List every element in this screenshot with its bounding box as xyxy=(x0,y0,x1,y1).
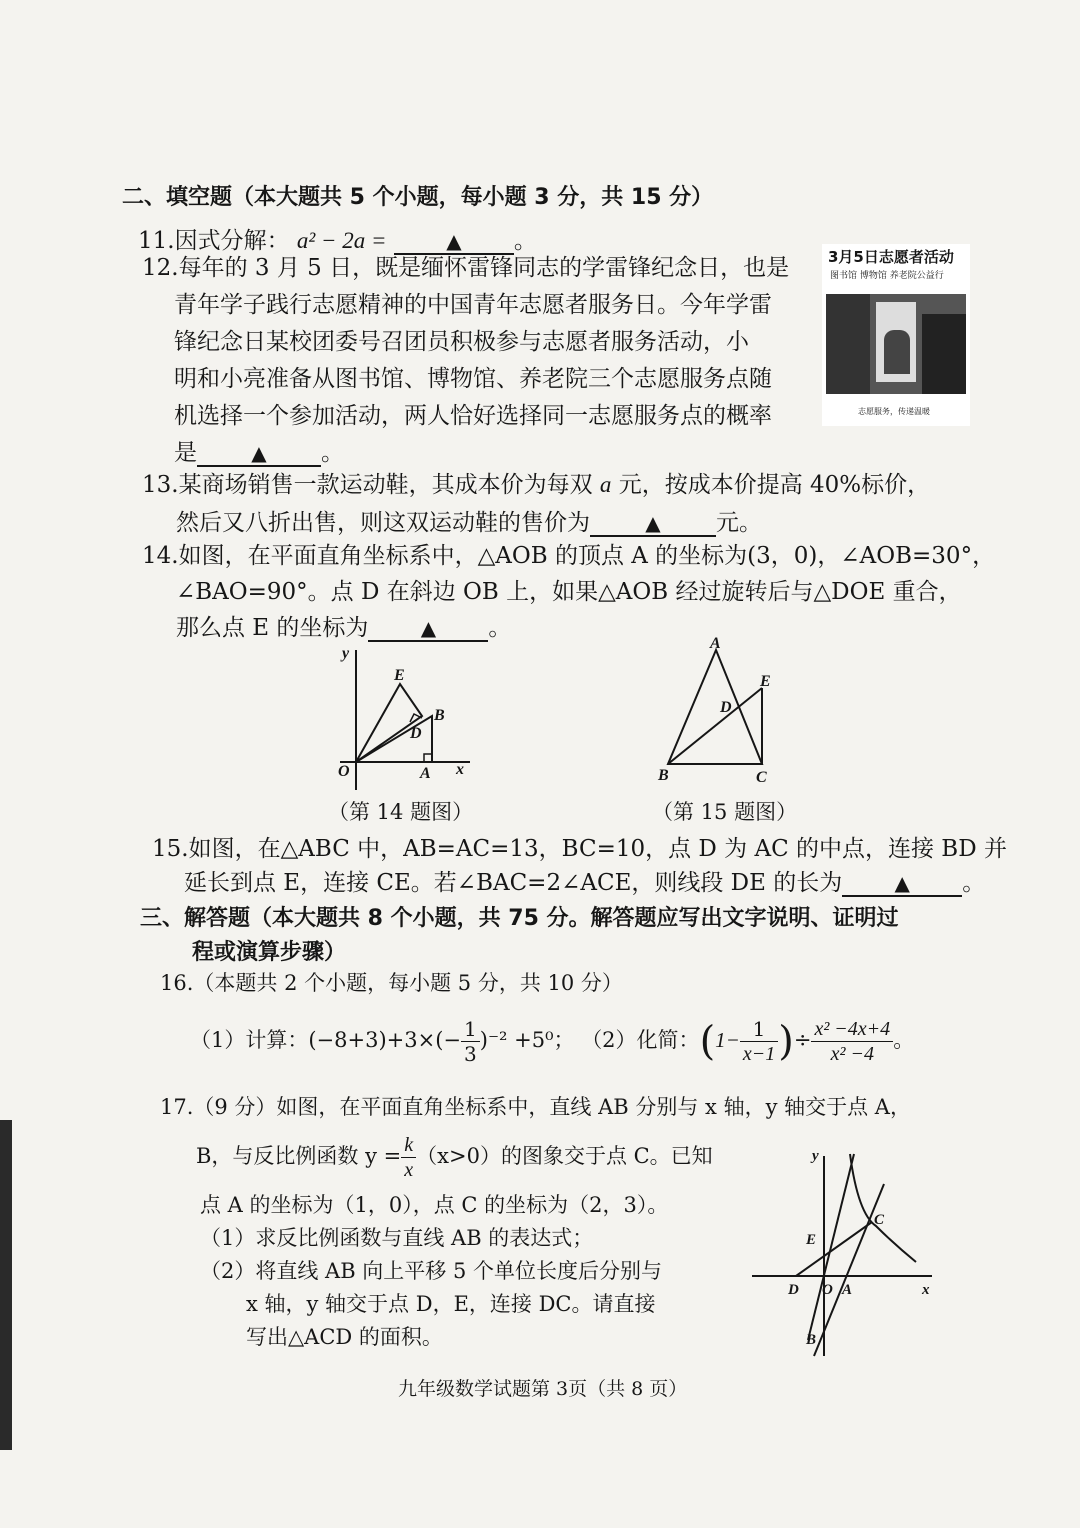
q17-k-fraction xyxy=(401,1133,416,1182)
fig15-label-d: D xyxy=(720,699,732,716)
q15-line-1: 15.如图，在△ABC 中，AB=AC=13，BC=10，点 D 为 AC 的中点，连接 BD 并 xyxy=(152,836,1007,862)
q13-line-1-pre: 13.某商场销售一款运动鞋，其成本价为每双 xyxy=(142,472,600,498)
fig14-label-y: y xyxy=(342,645,350,662)
q16-p1-den: 3 xyxy=(464,1042,477,1066)
fig14-triangle-doe xyxy=(356,684,422,762)
q13-line-2 xyxy=(142,504,930,542)
triangle-icon: ▲ xyxy=(251,441,267,465)
q11-text: 11.因式分解： xyxy=(138,228,290,254)
fig17-segment-dc xyxy=(796,1222,872,1276)
q15-answer-blank[interactable] xyxy=(842,871,962,897)
question-13 xyxy=(142,466,930,542)
volunteer-photo xyxy=(822,244,970,426)
q14-line-2: ∠BAO=90°。点 D 在斜边 OB 上，如果△AOB 经过旋转后与△DOE 重合， xyxy=(176,579,962,605)
q13-var: a xyxy=(599,472,612,497)
fig14-label-a: A xyxy=(420,765,431,782)
fig15-label-c: C xyxy=(756,769,767,786)
figure-15 xyxy=(650,636,790,788)
photo-caption: 志愿服务，传递温暖 xyxy=(858,407,930,416)
q14-line-3-text: 那么点 E 的坐标为 xyxy=(176,615,369,641)
q17-parts xyxy=(200,1222,662,1354)
q17-part-1: （1）求反比例函数与直线 AB 的表达式； xyxy=(200,1226,594,1250)
fig15-label-e: E xyxy=(760,673,771,690)
fig14-label-o: O xyxy=(338,763,350,780)
q16-p1-fraction xyxy=(461,1017,480,1066)
q16-p2-pre: （2）化简： xyxy=(581,1028,700,1052)
page-footer: 九年级数学试题第 3页（共 8 页） xyxy=(398,1378,688,1400)
triangle-icon: ▲ xyxy=(645,511,661,535)
section-3-heading xyxy=(140,902,899,970)
fig17-label-o: O xyxy=(822,1282,833,1298)
fig17-label-b: B xyxy=(806,1332,817,1348)
q16-p2-fraction-1 xyxy=(740,1017,778,1066)
q16-end: 。 xyxy=(893,1028,915,1052)
q16-p2-f2-num: x² −4x+4 xyxy=(811,1017,893,1042)
fig15-triangle-abc xyxy=(668,650,762,764)
q16-p1-pre: （1）计算：(−8+3)+3×(− xyxy=(190,1028,462,1052)
q16-p1-post: )⁻² +5⁰； xyxy=(479,1028,575,1052)
section-3-line-1: 三、解答题（本大题共 8 个小题，共 75 分。解答题应写出文字说明、证明过 xyxy=(140,906,899,931)
q12-line-5: 机选择一个参加活动，两人恰好选择同一志愿服务点的概率 xyxy=(174,403,772,429)
section-3-line-2: 程或演算步骤） xyxy=(192,940,347,965)
q17-k-num: k xyxy=(401,1133,416,1158)
q16-p2-div: ÷ xyxy=(793,1028,812,1052)
q15-line-2-text: 延长到点 E，连接 CE。若∠BAC=2∠ACE，则线段 DE 的长为 xyxy=(184,870,843,896)
fig14-label-e: E xyxy=(394,667,405,684)
q17-line-3: 点 A 的坐标为（1，0），点 C 的坐标为（2，3）。 xyxy=(200,1193,669,1217)
q12-line-4: 明和小亮准备从图书馆、博物馆、养老院三个志愿服务点随 xyxy=(174,366,772,392)
question-12 xyxy=(142,250,789,472)
q13-line-2-text: 然后又八折出售，则这双运动鞋的售价为 xyxy=(176,510,590,536)
fig15-label-a: A xyxy=(710,636,721,652)
fig17-label-e: E xyxy=(806,1232,817,1248)
fig14-label-x: x xyxy=(456,761,464,778)
question-15 xyxy=(152,832,1007,900)
fig15-segment-be xyxy=(668,688,762,764)
q16-p2-fraction-2 xyxy=(811,1017,893,1066)
q12-last-prefix: 是 xyxy=(174,440,197,466)
q12-line-1: 12.每年的 3 月 5 日，既是缅怀雷锋同志的学雷锋纪念日，也是 xyxy=(142,255,790,281)
q13-answer-blank[interactable] xyxy=(590,511,716,537)
section-2-heading: 二、填空题（本大题共 5 个小题，每小题 3 分，共 15 分） xyxy=(122,185,714,210)
q17-line-2-pre: B，与反比例函数 y = xyxy=(196,1144,402,1168)
q17-line-1: 17.（9 分）如图，在平面直角坐标系中，直线 AB 分别与 x 轴，y 轴交于点 A， xyxy=(160,1095,911,1119)
fig14-label-b: B xyxy=(434,707,445,724)
fig17-label-d: D xyxy=(788,1282,799,1298)
fig17-label-x: x xyxy=(922,1282,930,1298)
q16-parts: （1）计算：(−8+3)+3×(− $\frac{1}{3}$ )⁻² +5⁰； （2）化简：(1− $\frac{1}{x-1}$ )÷ $\frac{\text{x² −4x+4}}{\text{x² −4}}$ 。 xyxy=(190,1017,915,1066)
q16-p2-f1-num: 1 xyxy=(740,1017,778,1042)
q15-end: 。 xyxy=(962,870,986,896)
q14-answer-blank[interactable] xyxy=(368,616,488,642)
q13-line-1-post: 元，按成本价提高 40%标价， xyxy=(611,472,931,498)
figure-17 xyxy=(746,1144,942,1364)
photo-subtitle: 图书馆 博物馆 养老院公益行 xyxy=(830,271,944,281)
q12-end: 。 xyxy=(321,440,344,466)
photo-image xyxy=(826,294,966,394)
photo-title: 3月5日志愿者活动 xyxy=(828,248,954,266)
q13-line-1 xyxy=(142,466,930,504)
q12-answer-blank[interactable] xyxy=(197,441,321,467)
q17-k-den: x xyxy=(404,1159,414,1181)
q15-line-2 xyxy=(152,866,1007,900)
fig17-label-y: y xyxy=(812,1148,819,1164)
q14-line-3 xyxy=(142,610,995,646)
q16-p2-inner: 1− xyxy=(715,1028,740,1052)
fig14-right-angle-a xyxy=(424,754,432,762)
q16-p2-f1-den: x−1 xyxy=(742,1043,776,1065)
figure-14 xyxy=(320,640,490,800)
q14-end: 。 xyxy=(488,615,512,641)
fig15-label-b: B xyxy=(658,767,669,784)
fig15-caption: （第 15 题图） xyxy=(652,800,798,824)
scan-edge-shadow xyxy=(0,1120,12,1450)
triangle-icon: ▲ xyxy=(894,871,910,895)
q17-part-2-line-2: x 轴，y 轴交于点 D，E，连接 DC。请直接 xyxy=(246,1292,656,1316)
q17-line-2-post: （x>0）的图象交于点 C。已知 xyxy=(416,1144,713,1168)
q16-heading: 16.（本题共 2 个小题，每小题 5 分，共 10 分） xyxy=(160,971,623,995)
triangle-icon: ▲ xyxy=(420,616,437,640)
q16-p1-num: 1 xyxy=(461,1017,480,1042)
fig14-label-d: D xyxy=(410,725,422,742)
q12-line-3: 锋纪念日某校团委号召团员积极参与志愿者服务活动，小 xyxy=(174,329,749,355)
q11-expr: a² − 2a = xyxy=(296,228,387,253)
fig17-label-c: C xyxy=(874,1212,885,1228)
fig17-label-a: A xyxy=(842,1282,853,1298)
q11-end: 。 xyxy=(513,228,537,254)
q17-line-2 xyxy=(196,1132,713,1182)
fig14-caption: （第 14 题图） xyxy=(328,800,474,824)
triangle-icon: ▲ xyxy=(446,229,462,253)
q13-end: 元。 xyxy=(716,510,762,536)
q14-line-1: 14.如图，在平面直角坐标系中，△AOB 的顶点 A 的坐标为(3，0)，∠AOB=30°， xyxy=(142,543,996,569)
q17-part-2-line-3: 写出△ACD 的面积。 xyxy=(246,1325,443,1349)
q16-p2-f2-den: x² −4 xyxy=(830,1043,874,1065)
q12-line-2: 青年学子践行志愿精神的中国青年志愿者服务日。今年学雷 xyxy=(174,292,772,318)
question-14 xyxy=(142,538,995,646)
q17-part-2-line-1: （2）将直线 AB 向上平移 5 个单位长度后分别与 xyxy=(200,1259,663,1283)
